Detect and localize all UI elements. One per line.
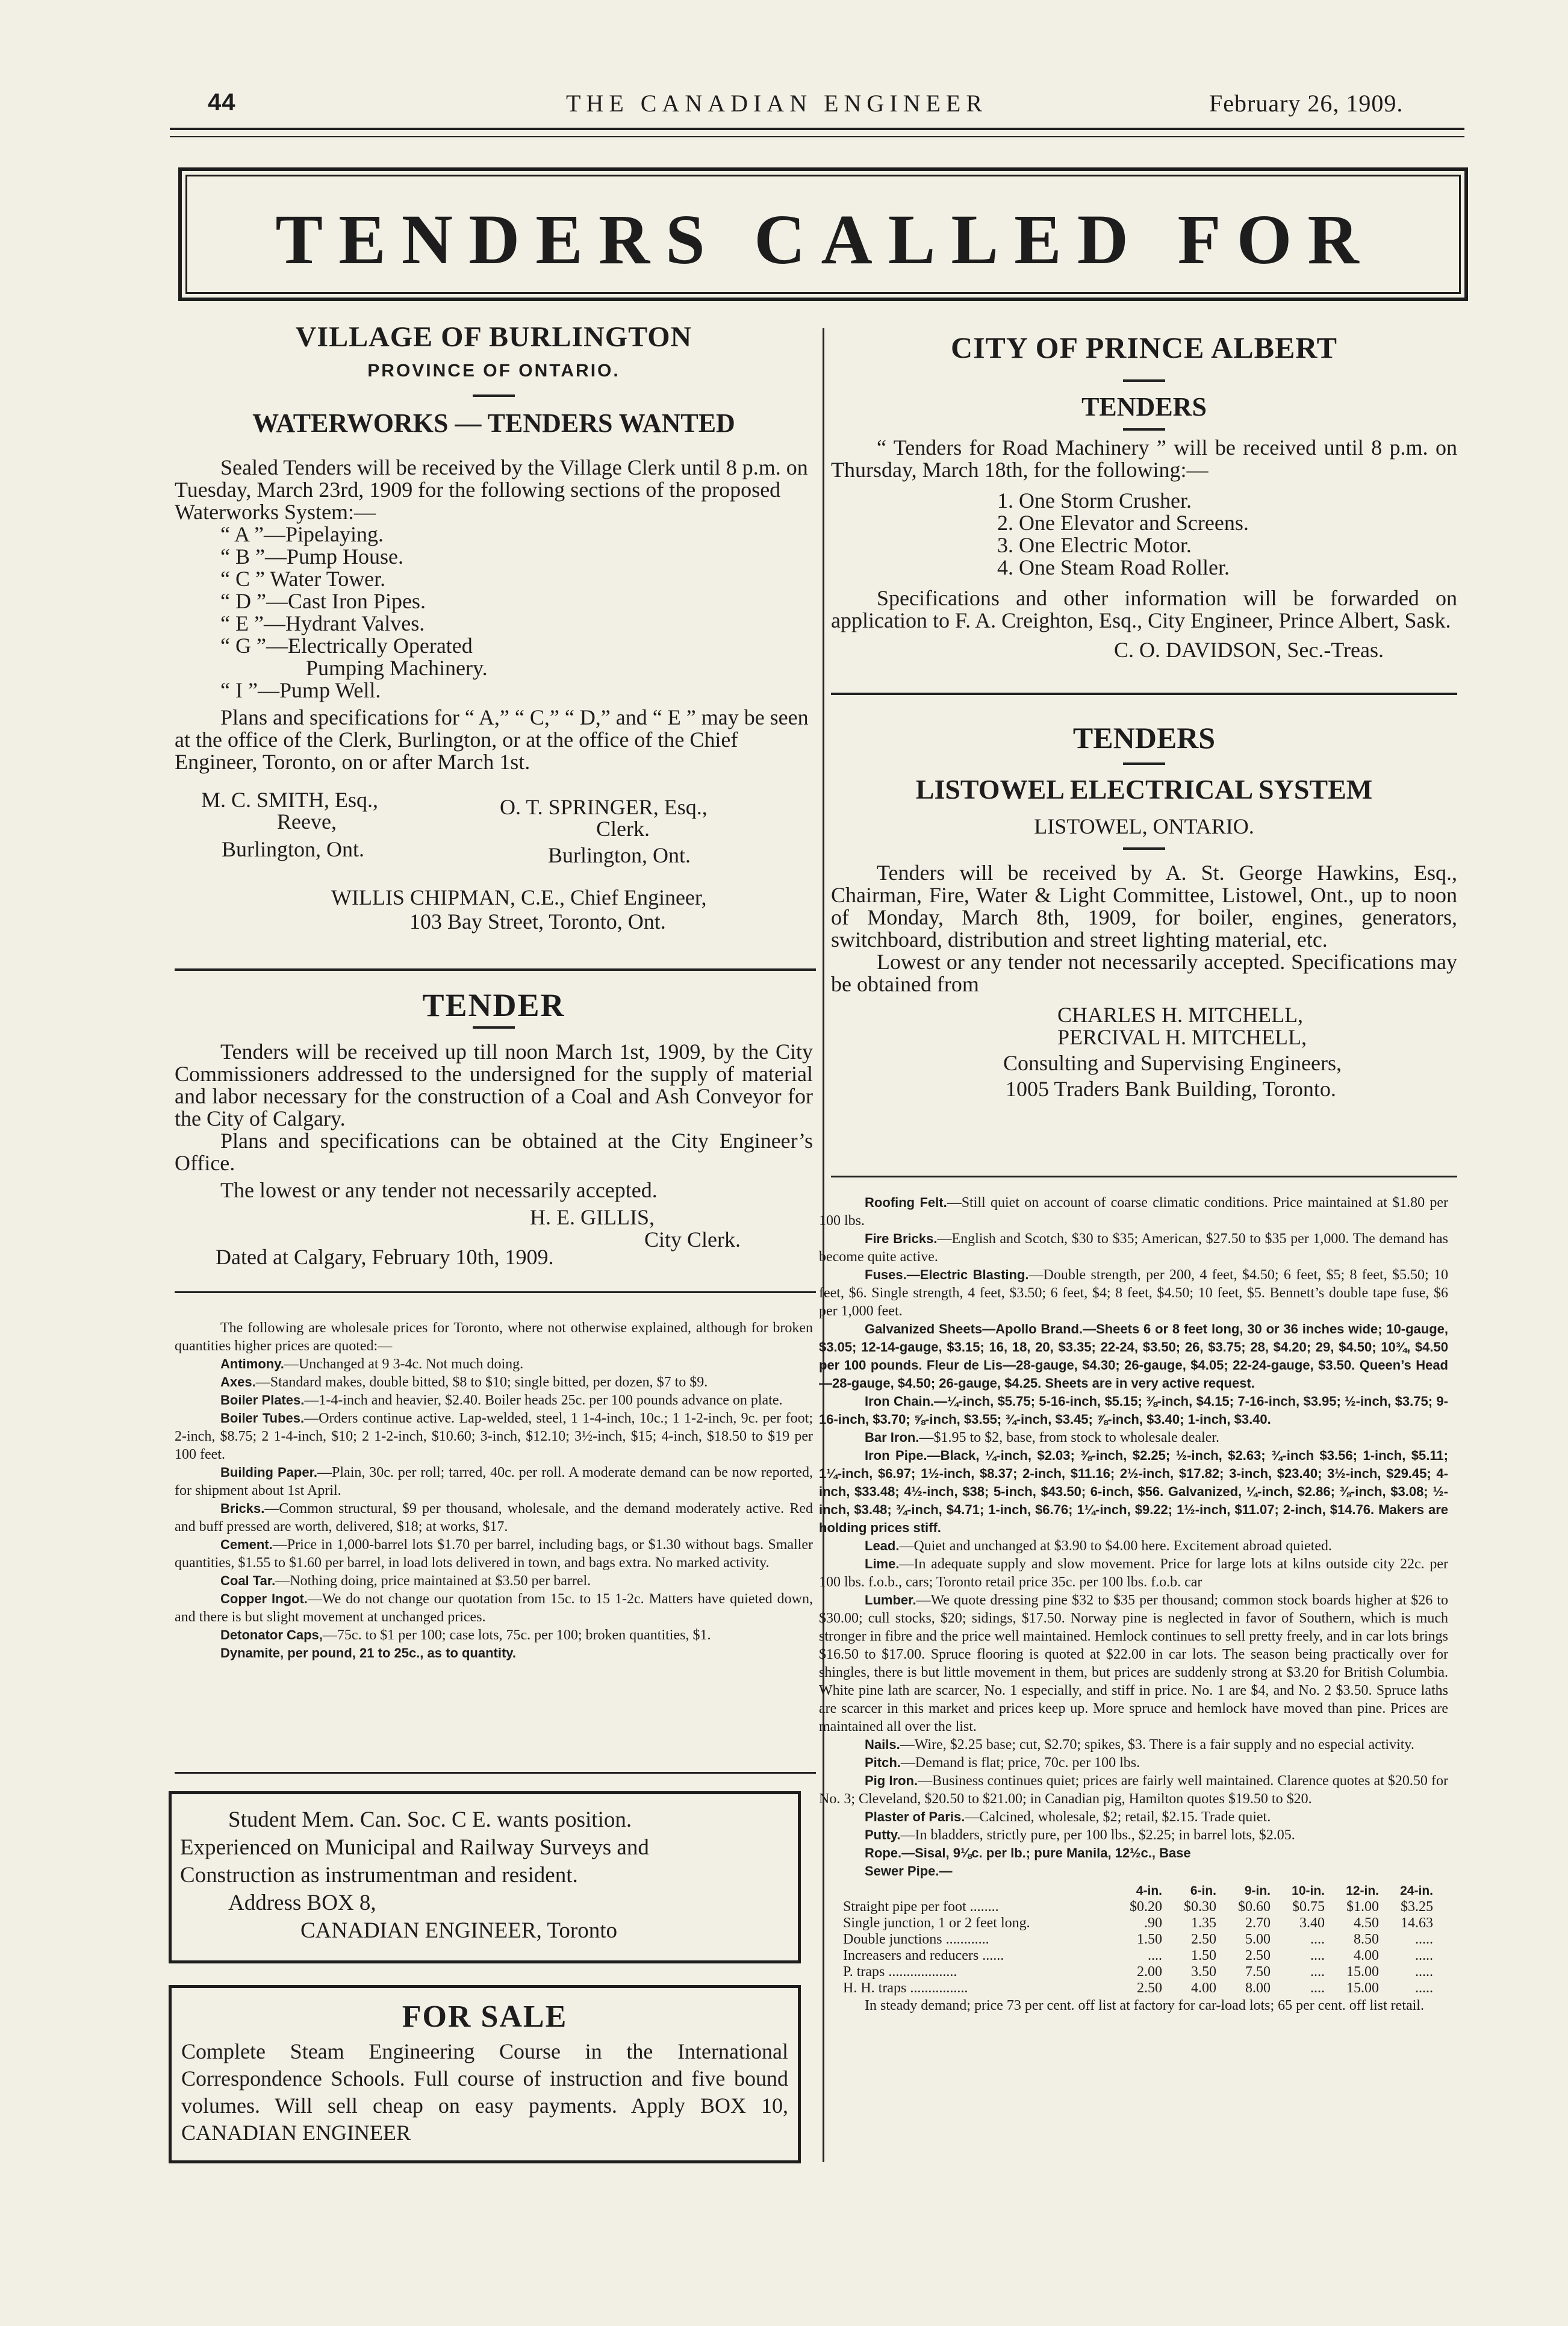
table-cell: ..... xyxy=(1415,1964,1433,1980)
price-label: Detonator Caps, xyxy=(220,1627,323,1642)
for-sale-box xyxy=(169,1985,801,2163)
price-label: Lumber. xyxy=(865,1592,916,1607)
divider-tick xyxy=(1123,428,1165,431)
page-number: 44 xyxy=(208,89,236,116)
listowel-sig-2: PERCIVAL H. MITCHELL, xyxy=(1057,1025,1307,1049)
price-label: Pig Iron. xyxy=(865,1773,918,1788)
price-text: —Common structural, $9 per thousand, wholesale, and the demand moderately active. Red and buff pressed are worth, delivered, $18; at works, $17. xyxy=(175,1501,813,1535)
sig-springer-place: Burlington, Ont. xyxy=(548,843,691,867)
price-item xyxy=(819,1754,1448,1772)
price-text: —Unchanged at 9 3-4c. Not much doing. xyxy=(284,1356,524,1372)
price-item xyxy=(819,1736,1448,1754)
price-item xyxy=(175,1355,813,1373)
for-sale-title: FOR SALE xyxy=(402,2000,568,2034)
listowel-title: LISTOWEL ELECTRICAL SYSTEM xyxy=(915,774,1373,805)
price-item xyxy=(819,1392,1448,1429)
sig-smith: M. C. SMITH, Esq., xyxy=(201,788,379,812)
engineer-address: 103 Bay Street, Toronto, Ont. xyxy=(409,909,666,934)
table-cell: $0.20 xyxy=(1130,1899,1162,1915)
price-label: Plaster of Paris. xyxy=(865,1809,965,1824)
price-label: Fire Bricks. xyxy=(865,1231,938,1246)
price-text: —Business continues quiet; prices are fairly well maintained. Clarence quotes at $20.50 for No. 3; Cleveland, $20.50 to $21.00; in Canadian pig, Hamilton quotes $19.50 to $20. xyxy=(819,1773,1449,1807)
price-item xyxy=(819,1447,1448,1537)
price-text: —We do not change our quotation from 15c. to 15 1-2c. Matters have quieted down, and there is but slight movement at unchanged prices. xyxy=(175,1591,813,1625)
table-cell: 15.00 xyxy=(1346,1980,1379,1996)
table-header: 12-in. xyxy=(1346,1884,1379,1898)
listowel-body: Tenders will be received by A. St. George Hawkins, Esq., Chairman, Fire, Water & Light Committee, Listowel, Ont., up to noon of Monday, March 8th, 1909, for boiler, engines, generators, switchboard, distribution and street lighting material, etc. xyxy=(831,861,1457,952)
price-item xyxy=(819,1826,1448,1844)
price-label: Sewer Pipe. xyxy=(865,1863,939,1879)
divider-tick xyxy=(1123,762,1165,765)
table-row xyxy=(843,1964,1433,1980)
calgary-plans: Plans and specifications can be obtained at the City Engineer’s Office. xyxy=(175,1129,813,1175)
price-label: Putty. xyxy=(865,1827,901,1842)
table-cell: $1.00 xyxy=(1346,1899,1379,1915)
price-label: Nails. xyxy=(865,1737,900,1752)
price-text: —Calcined, wholesale, $2; retail, $2.15. Trade quiet. xyxy=(965,1809,1271,1825)
table-cell: .... xyxy=(1310,1948,1325,1963)
listowel-sig-4: 1005 Traders Bank Building, Toronto. xyxy=(1006,1077,1336,1101)
price-item xyxy=(175,1536,813,1572)
calgary-dated: Dated at Calgary, February 10th, 1909. xyxy=(216,1245,554,1269)
divider-tick xyxy=(1123,379,1165,382)
price-item xyxy=(819,1194,1448,1230)
price-text: —1-4-inch and heavier, $2.40. Boiler heads 25c. per 100 pounds advance on plate. xyxy=(304,1392,783,1408)
price-item xyxy=(175,1590,813,1626)
price-item xyxy=(819,1537,1448,1555)
price-text: —Plain, 30c. per roll; tarred, 40c. per roll. A moderate demand can be now reported, for shipment about 1st April. xyxy=(175,1465,813,1498)
table-header: 24-in. xyxy=(1400,1884,1433,1898)
table-cell: 2.50 xyxy=(1191,1932,1216,1947)
burlington-title: VILLAGE OF BURLINGTON xyxy=(295,321,692,353)
price-text: —Wire, $2.25 base; cut, $2.70; spikes, $3. There is a fair supply and no especial activity. xyxy=(900,1737,1414,1753)
student-line-2: Experienced on Municipal and Railway Surveys and xyxy=(180,1835,649,1860)
price-text: —Still quiet on account of coarse climatic conditions. Price maintained at $1.80 per 100 lbs. xyxy=(819,1195,1448,1229)
price-label: Lead. xyxy=(865,1538,900,1553)
price-item xyxy=(819,1591,1448,1736)
price-text: —75c. to $1 per 100; case lots, 75c. per 100; broken quantities, $1. xyxy=(322,1627,711,1643)
table-cell: .... xyxy=(1310,1932,1325,1947)
banner-title: TENDERS CALLED FOR xyxy=(275,200,1375,279)
prince-albert-ad xyxy=(831,330,1457,661)
price-text: —We quote dressing pine $32 to $35 per thousand; common stock boards higher at $26 to $30.00; cull stocks, $20; sidings, $17.50. Norway pine is neglected in favor of Southern, which is much stronger in fibre and the price well maintained. Hemlock continues to sell pretty freely, and in car lots brings $16.50 to $17.00. Spruce flooring is quoted at $22.00 in car lots. The season being practically over for shingles, there is but little movement in them, but prices are suddenly strong at $3.20 for British Columbia. White pine lath are scarcer, No. 1 especially, and stiff in price. No. 1 are $4, and No. 2 $3.50. Spruce laths are scarcer in this market and prices keep up. More spruce and hemlock have moved than pine. Prices are maintained all over the list. xyxy=(819,1592,1448,1735)
student-ad-box xyxy=(169,1791,801,1963)
price-intro: The following are wholesale prices for Toronto, where not otherwise explained, although for broken quantities higher prices are quoted:— xyxy=(175,1320,813,1354)
table-header: 9-in. xyxy=(1244,1884,1271,1898)
price-label: Copper Ingot. xyxy=(220,1591,308,1606)
sewer-pipe-table xyxy=(843,1883,1433,1997)
price-label: Rope. xyxy=(865,1845,902,1860)
machine-item: 4. One Steam Road Roller. xyxy=(997,555,1230,579)
price-text: —Price in 1,000-barrel lots $1.70 per barrel, including bags, or $1.30 without bags. Smaller quantities, $1.55 to $1.60 per barrel, in load lots delivered in town, and bags extra. No marked activity. xyxy=(175,1537,813,1571)
for-sale-body: Complete Steam Engineering Course in the International Correspondence Schools. Full course of instruction and five bound volumes. Will sell cheap on easy payments. Apply BOX 10, CANADIAN ENGINEER xyxy=(181,2039,788,2145)
table-header xyxy=(843,1883,1108,1899)
price-item xyxy=(819,1808,1448,1826)
burlington-intro: Sealed Tenders will be received by the Village Clerk until 8 p.m. on Tuesday, March 23rd, 1909 for the following sections of the proposed Waterworks System:— xyxy=(175,455,808,524)
student-line-3: Construction as instrumentman and resident. xyxy=(180,1863,578,1888)
price-label: Iron Pipe. xyxy=(865,1448,927,1463)
price-label: Building Paper. xyxy=(220,1465,318,1480)
table-cell: 8.00 xyxy=(1245,1980,1271,1996)
section-item: “ E ”—Hydrant Valves. xyxy=(220,611,425,635)
section-item: Pumping Machinery. xyxy=(306,656,488,680)
calgary-body: Tenders will be received up till noon March 1st, 1909, by the City Commissioners addressed to the undersigned for the supply of material and labor necessary for the construction of a Coal and Ash Conveyor for the City of Calgary. xyxy=(175,1040,813,1130)
table-header: 10-in. xyxy=(1292,1884,1325,1898)
table-cell: $0.75 xyxy=(1292,1899,1325,1915)
price-label: Antimony. xyxy=(220,1356,284,1371)
table-cell: 2.00 xyxy=(1137,1964,1162,1980)
price-text: —Apollo Brand.—Sheets 6 or 8 feet long, 30 or 36 inches wide; 10-gauge, $3.05; 12-14-gauge, $3.15; 16, 18, 20, $3.35; 22-24, $3.50; 26, $3.75; 28, $4.20; 29, $4.50; 10¾, $4.50 per 100 pounds. Fleur de Lis—28-gauge, $4.30; 26-gauge, $4.05; 22-24-gauge, $3.50. Queen’s Head—28-gauge, $4.50; 26-gauge, $4.25. Sheets are in very active request. xyxy=(819,1321,1448,1391)
section-rule xyxy=(175,1291,816,1293)
prices-right xyxy=(819,1194,1448,2015)
table-cell: .... xyxy=(1310,1964,1325,1980)
price-label: Galvanized Sheets xyxy=(865,1321,983,1336)
table-cell: 15.00 xyxy=(1346,1964,1379,1980)
table-row xyxy=(843,1932,1433,1948)
table-cell: Straight pipe per foot ........ xyxy=(843,1899,999,1915)
price-label: Bricks. xyxy=(220,1501,265,1516)
price-text: —In bladders, strictly pure, per 100 lbs., $2.25; in barrel lots, $2.05. xyxy=(900,1827,1295,1843)
table-cell: 5.00 xyxy=(1245,1932,1271,1947)
burlington-body xyxy=(175,457,813,773)
divider-tick xyxy=(473,1026,515,1029)
price-item xyxy=(175,1464,813,1500)
table-cell: 1.35 xyxy=(1191,1915,1216,1931)
calgary-heading: TENDER xyxy=(422,987,565,1023)
calgary-sig-name: H. E. GILLIS, xyxy=(530,1205,655,1229)
header-rule xyxy=(170,128,1464,130)
price-item xyxy=(175,1391,813,1409)
prince-albert-heading: TENDERS xyxy=(1081,392,1207,422)
prince-albert-signature: C. O. DAVIDSON, Sec.-Treas. xyxy=(1114,638,1384,662)
prince-albert-title: CITY OF PRINCE ALBERT xyxy=(950,331,1338,364)
listowel-ad xyxy=(831,720,1457,1100)
table-cell: H. H. traps ................ xyxy=(843,1980,968,1996)
table-header: 4-in. xyxy=(1136,1884,1162,1898)
price-item xyxy=(175,1626,813,1644)
prices-left xyxy=(175,1319,813,1662)
student-line-1: Student Mem. Can. Soc. C E. wants position. xyxy=(228,1807,632,1832)
section-item: “ C ” Water Tower. xyxy=(220,567,386,591)
burlington-ad xyxy=(175,320,813,934)
price-text: —Orders continue active. Lap-welded, steel, 1 1-4-inch, 10c.; 1 1-2-inch, 9c. per foot; 2-inch, $8.75; 2 1-4-inch, $10; 2 1-2-inch, $10.60; 3-inch, $12.10; 3½-inch, $15; 4-inch, $18.50 to $19 per 100 feet. xyxy=(175,1411,813,1462)
price-label: Boiler Plates. xyxy=(220,1392,305,1408)
divider-tick xyxy=(473,394,515,397)
table-cell: $3.25 xyxy=(1401,1899,1433,1915)
calgary-sig-title: City Clerk. xyxy=(644,1227,741,1252)
table-cell: .90 xyxy=(1144,1915,1162,1931)
price-label: Iron Chain. xyxy=(865,1394,935,1409)
table-cell: Single junction, 1 or 2 feet long. xyxy=(843,1915,1030,1931)
price-text: —In adequate supply and slow movement. Price for large lots at kilns outside city 22c. per 100 lbs. f.o.b., cars; Toronto retail price 35c. per 100 lbs. f.o.b. car xyxy=(819,1556,1448,1590)
price-text: —Black, ¼-inch, $2.03; ⅜-inch, $2.25; ½-inch, $2.63; ¾-inch $3.56; 1-inch, $5.11; 1¼-inch, $6.97; 1½-inch, $8.37; 2-inch, $11.16; 2½-inch, $17.82; 3-inch, $23.40; 3½-inch, $29.45; 4-inch, $33.48; 4½-inch, $38; 5-inch, $43.50; 6-inch, $56. Galvanized, ¼-inch, $2.86; ⅜-inch, $3.08; ½-inch, $3.48; ¾-inch, $4.71; 1-inch, $6.76; 1¼-inch, $9.22; 1½-inch, $11.07; 2-inch, $14.76. Makers are holding prices stiff. xyxy=(819,1448,1448,1535)
price-label: Cement. xyxy=(220,1537,273,1552)
section-item: “ G ”—Electrically Operated xyxy=(220,634,473,658)
listowel-sig-3: Consulting and Supervising Engineers, xyxy=(1003,1051,1342,1075)
price-item xyxy=(175,1500,813,1536)
table-cell: $0.60 xyxy=(1238,1899,1271,1915)
section-rule xyxy=(831,1176,1457,1177)
listowel-place: LISTOWEL, ONTARIO. xyxy=(1034,814,1254,838)
table-row xyxy=(843,1915,1433,1932)
issue-date: February 26, 1909. xyxy=(1209,90,1404,117)
burlington-subtitle: PROVINCE OF ONTARIO. xyxy=(367,361,620,381)
price-text: —Quiet and unchanged at $3.90 to $4.00 here. Excitement abroad quieted. xyxy=(899,1538,1332,1554)
price-item xyxy=(175,1644,813,1662)
engineer-name: WILLIS CHIPMAN, C.E., Chief Engineer, xyxy=(331,885,707,909)
price-label: Fuses.—Electric Blasting. xyxy=(865,1267,1029,1282)
burlington-signatures xyxy=(175,789,813,891)
table-cell: 1.50 xyxy=(1137,1932,1162,1947)
burlington-plans: Plans and specifications for “ A,” “ C,” “ D,” and “ E ” may be seen at the office of the Clerk, Burlington, or at the office of the Chief Engineer, Toronto, on or after March 1st. xyxy=(175,705,809,774)
table-cell: 2.50 xyxy=(1245,1948,1271,1963)
machine-item: 2. One Elevator and Screens. xyxy=(997,511,1249,535)
price-label: Lime. xyxy=(865,1556,900,1571)
table-cell: Increasers and reducers ...... xyxy=(843,1948,1004,1963)
header-rule-thin xyxy=(170,136,1464,137)
table-cell: 4.00 xyxy=(1191,1980,1216,1996)
sig-smith-title: Reeve, xyxy=(277,809,337,834)
table-cell: 14.63 xyxy=(1401,1915,1433,1931)
price-text: —English and Scotch, $30 to $35; American, $27.50 to $35 per 1,000. The demand has become quite active. xyxy=(819,1231,1449,1265)
table-cell: $0.30 xyxy=(1184,1899,1216,1915)
price-text: — xyxy=(939,1863,953,1879)
price-label: Coal Tar. xyxy=(220,1573,276,1588)
table-cell: 4.00 xyxy=(1354,1948,1379,1963)
section-item: “ I ”—Pump Well. xyxy=(220,678,381,702)
sig-springer: O. T. SPRINGER, Esq., xyxy=(500,795,708,819)
price-label: Boiler Tubes. xyxy=(220,1411,305,1426)
divider-tick xyxy=(1123,847,1165,850)
listowel-lowest: Lowest or any tender not necessarily accepted. Specifications may be obtained from xyxy=(831,950,1457,996)
table-cell: ..... xyxy=(1415,1948,1433,1963)
student-line-5: CANADIAN ENGINEER, Toronto xyxy=(300,1918,617,1943)
price-item xyxy=(819,1320,1448,1392)
table-cell: Double junctions ............ xyxy=(843,1932,989,1947)
price-text: —¼-inch, $5.75; 5-16-inch, $5.15; ⅜-inch, $4.15; 7-16-inch, $3.95; ½-inch, $3.75; 9-16-inch, $3.70; ⅝-inch, $3.55; ¾-inch, $3.45; ⅞-inch, $3.40; 1-inch, $3.40. xyxy=(819,1394,1448,1427)
price-item xyxy=(175,1373,813,1391)
table-cell: 3.50 xyxy=(1191,1964,1216,1980)
table-row xyxy=(843,1980,1433,1997)
prince-albert-spec: Specifications and other information will be forwarded on application to F. A. Creighton, Esq., City Engineer, Prince Albert, Sask. xyxy=(831,586,1457,632)
student-line-4: Address BOX 8, xyxy=(228,1891,376,1915)
price-item xyxy=(819,1862,1448,1880)
price-item xyxy=(175,1409,813,1464)
price-text: per pound, 21 to 25c., as to quantity. xyxy=(284,1645,517,1660)
table-cell: 2.50 xyxy=(1137,1980,1162,1996)
journal-title: THE CANADIAN ENGINEER xyxy=(566,90,988,117)
table-cell: 3.40 xyxy=(1299,1915,1325,1931)
burlington-heading: WATERWORKS — TENDERS WANTED xyxy=(252,408,735,438)
listowel-heading: TENDERS xyxy=(1072,721,1216,755)
table-cell: .... xyxy=(1310,1980,1325,1996)
price-label: Axes. xyxy=(220,1374,256,1389)
table-cell: ..... xyxy=(1415,1932,1433,1947)
table-cell: 1.50 xyxy=(1191,1948,1216,1963)
price-item xyxy=(819,1844,1448,1862)
price-text: —Demand is flat; price, 70c. per 100 lbs. xyxy=(900,1755,1140,1771)
price-text: —Sisal, 9⅛c. per lb.; pure Manila, 12½c., Base xyxy=(901,1845,1191,1860)
price-label: Dynamite, xyxy=(220,1645,284,1660)
price-item xyxy=(819,1772,1448,1808)
table-cell: .... xyxy=(1148,1948,1162,1963)
table-header-row xyxy=(843,1883,1433,1899)
calgary-lowest: The lowest or any tender not necessarily accepted. xyxy=(220,1178,658,1202)
price-text: —Nothing doing, price maintained at $3.50 per barrel. xyxy=(275,1573,591,1589)
table-cell: 7.50 xyxy=(1245,1964,1271,1980)
sig-springer-title: Clerk. xyxy=(596,817,650,841)
section-rule xyxy=(175,968,816,971)
sig-smith-place: Burlington, Ont. xyxy=(222,837,365,861)
listowel-sig-1: CHARLES H. MITCHELL, xyxy=(1057,1003,1303,1027)
section-item: “ A ”—Pipelaying. xyxy=(220,522,384,546)
price-item xyxy=(819,1555,1448,1591)
calgary-ad xyxy=(175,987,813,1268)
section-rule xyxy=(831,693,1457,695)
table-row xyxy=(843,1948,1433,1964)
price-item xyxy=(175,1572,813,1590)
machine-item: 3. One Electric Motor. xyxy=(997,533,1192,557)
price-label: Bar Iron. xyxy=(865,1430,919,1445)
price-item xyxy=(819,1266,1448,1320)
price-text: —$1.95 to $2, base, from stock to wholesale dealer. xyxy=(919,1430,1220,1445)
section-item: “ B ”—Pump House. xyxy=(220,544,403,569)
price-item xyxy=(819,1429,1448,1447)
price-item xyxy=(819,1230,1448,1266)
price-label: Pitch. xyxy=(865,1755,901,1770)
price-text: —Standard makes, double bitted, $8 to $10; single bitted, per dozen, $7 to $9. xyxy=(255,1374,708,1390)
table-cell: 4.50 xyxy=(1354,1915,1379,1931)
price-label: Roofing Felt. xyxy=(865,1195,947,1210)
sewer-footer: In steady demand; price 73 per cent. off list at factory for car-load lots; 65 per cent. off list retail. xyxy=(865,1998,1424,2013)
table-cell: P. traps ................... xyxy=(843,1964,957,1980)
price-text: —Double strength, per 200, 4 feet, $4.50; 6 feet, $5; 8 feet, $5.50; 10 feet, $6. Single strength, 4 feet, $3.50; 6 feet, $4; 8 feet, $4.50; 10 feet, $5. Bennett’s double tape fuse, $6 per 1,000 feet. xyxy=(819,1267,1449,1319)
table-cell: 8.50 xyxy=(1354,1932,1379,1947)
table-header: 6-in. xyxy=(1190,1884,1216,1898)
table-cell: ..... xyxy=(1415,1980,1433,1996)
section-item: “ D ”—Cast Iron Pipes. xyxy=(220,589,426,613)
table-row xyxy=(843,1899,1433,1915)
section-rule xyxy=(175,1772,816,1774)
prince-albert-intro: “ Tenders for Road Machinery ” will be received until 8 p.m. on Thursday, March 18th, for the following:— xyxy=(831,435,1457,482)
machine-item: 1. One Storm Crusher. xyxy=(997,488,1192,513)
table-cell: 2.70 xyxy=(1245,1915,1271,1931)
